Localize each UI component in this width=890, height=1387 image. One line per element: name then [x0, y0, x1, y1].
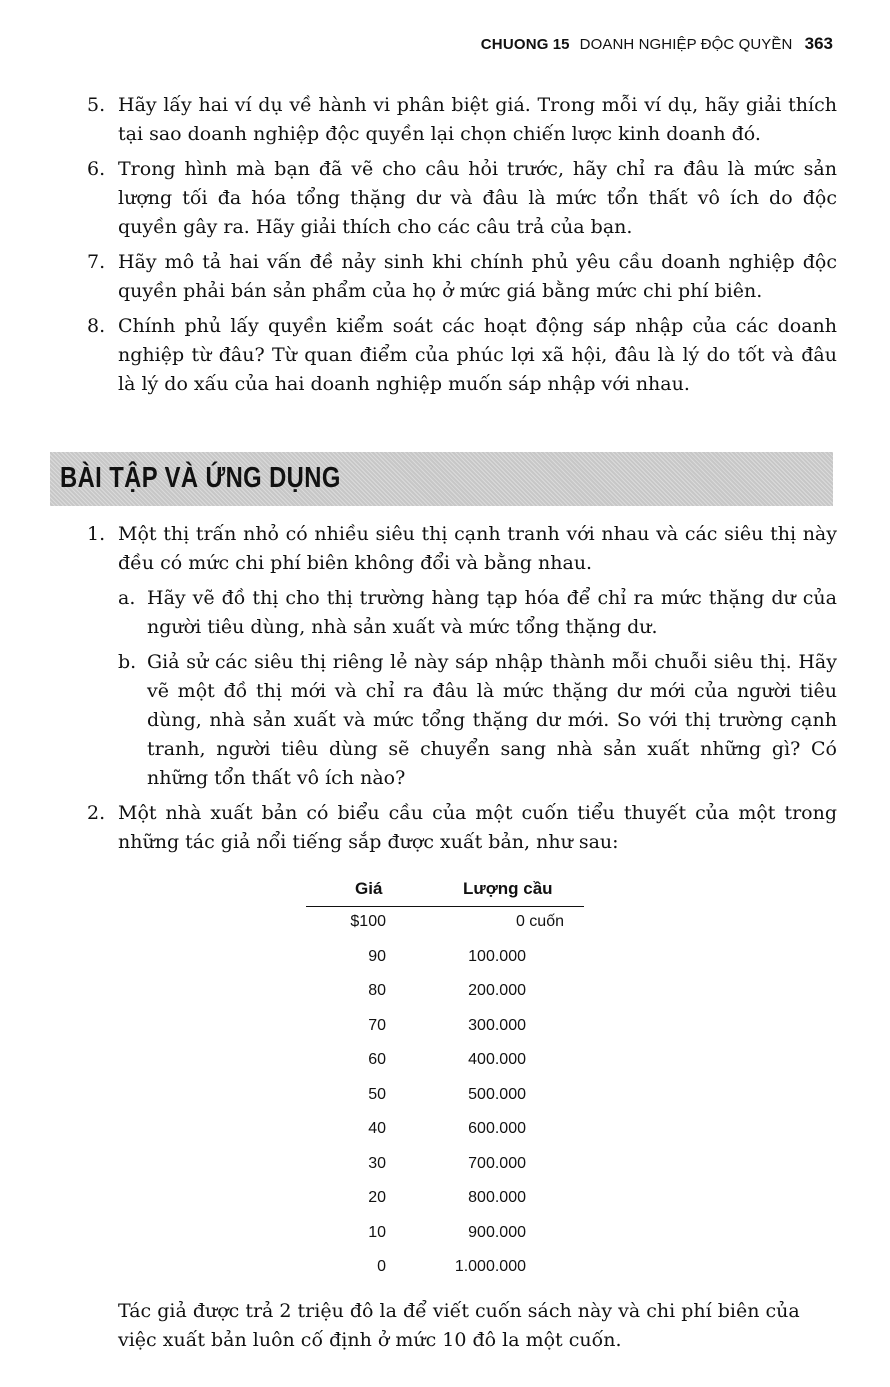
- price-cell: 90: [368, 947, 386, 965]
- price-cell: 40: [368, 1120, 386, 1137]
- exercise-1b: [118, 648, 837, 793]
- running-header: [481, 34, 833, 54]
- price-cell: 70: [368, 1016, 386, 1034]
- closing-paragraph: Tác giả được trả 2 triệu đô la để viết cuốn sách này và chi phí biên của việc xuất bản luôn cố định ở mức 10 đô la một cuốn.: [118, 1300, 800, 1351]
- price-cell: $100: [350, 913, 386, 930]
- chapter-title: DOANH NGHIỆP ĐỘC QUYỀN: [579, 36, 793, 53]
- question-7: [87, 248, 837, 306]
- question-8: [87, 312, 837, 399]
- price-cell: 60: [368, 1051, 386, 1068]
- price-cell: 20: [368, 1189, 386, 1206]
- quantity-cell: 1.000.000: [454, 1258, 526, 1275]
- exercise-number: 1.: [87, 523, 106, 545]
- question-5: [87, 91, 837, 149]
- table-row: [306, 1011, 584, 1046]
- quantity-cell: 600.000: [468, 1120, 526, 1137]
- price-cell: 0: [377, 1258, 386, 1275]
- quantity-cell: 200.000: [468, 982, 526, 999]
- subpart-letter: a.: [118, 587, 136, 609]
- quantity-cell: 700.000: [468, 1154, 526, 1172]
- subpart-text: Hãy vẽ đồ thị cho thị trường hàng tạp hóa để chỉ ra mức thặng dư của người tiêu dùng, nhà sản xuất và mức tổng thặng dư.: [147, 587, 837, 638]
- quantity-cell: 500.000: [468, 1085, 526, 1103]
- question-6: [87, 155, 837, 242]
- quantity-cell: 900.000: [468, 1223, 526, 1241]
- price-cell: 50: [368, 1085, 386, 1103]
- table-row: [306, 1218, 584, 1253]
- question-text: Chính phủ lấy quyền kiểm soát các hoạt động sáp nhập của các doanh nghiệp từ đâu? Từ quan điểm của phúc lợi xã hội, đâu là lý do tốt và đâu là lý do xấu của hai doanh nghiệp muốn sáp nhập với nhau.: [118, 315, 837, 395]
- demand-schedule-table: [306, 875, 584, 1287]
- exercise-1a: [118, 584, 837, 642]
- price-cell: 80: [368, 982, 386, 999]
- question-text: Hãy lấy hai ví dụ về hành vi phân biệt giá. Trong mỗi ví dụ, hãy giải thích tại sao doanh nghiệp độc quyền lại chọn chiến lược kinh doanh đó.: [118, 94, 837, 145]
- question-number: 8.: [87, 315, 106, 337]
- exercise-text: Một nhà xuất bản có biểu cầu của một cuốn tiểu thuyết của một trong những tác giả nổi tiếng sắp được xuất bản, như sau:: [118, 802, 837, 853]
- page-number: 363: [804, 34, 833, 53]
- quantity-cell: 300.000: [468, 1016, 526, 1034]
- subpart-letter: b.: [118, 651, 137, 673]
- question-number: 7.: [87, 251, 106, 273]
- table-row: [306, 942, 584, 977]
- quantity-cell: 400.000: [468, 1051, 526, 1068]
- quantity-column-header: Lượng cầu: [463, 879, 553, 898]
- table-row: [306, 1183, 584, 1218]
- review-questions-list: [87, 91, 837, 405]
- exercise-number: 2.: [87, 802, 106, 824]
- question-text: Trong hình mà bạn đã vẽ cho câu hỏi trước, hãy chỉ ra đâu là mức sản lượng tối đa hóa tổng thặng dư và đâu là mức tổn thất vô ích do độc quyền gây ra. Hãy giải thích cho các câu trả của bạn.: [118, 158, 837, 238]
- table-row: [306, 1114, 584, 1149]
- table-row: [306, 1080, 584, 1115]
- chapter-number: 15: [552, 36, 570, 53]
- table-row: [306, 976, 584, 1011]
- table-body: [306, 907, 584, 1287]
- section-title: BÀI TẬP VÀ ỨNG DỤNG: [60, 462, 341, 494]
- price-column-header: Giá: [355, 879, 383, 898]
- chapter-label: CHUONG: [480, 36, 549, 53]
- exercise-text: Một thị trấn nhỏ có nhiều siêu thị cạnh tranh với nhau và các siêu thị này đều có mức chi phí biên không đổi và bằng nhau.: [118, 523, 837, 574]
- exercise-1: [87, 520, 837, 793]
- table-row: [306, 1045, 584, 1080]
- question-number: 6.: [87, 158, 106, 180]
- table-row: [306, 1149, 584, 1184]
- table-header: [306, 875, 584, 907]
- quantity-cell: 800.000: [468, 1189, 526, 1206]
- quantity-cell: 100.000: [468, 947, 526, 965]
- quantity-cell: 0 cuốn: [515, 913, 564, 930]
- exercise-2: [87, 799, 837, 857]
- table-row: [306, 907, 584, 942]
- exercises-list: [87, 520, 837, 863]
- table-row: [306, 1252, 584, 1287]
- question-number: 5.: [87, 94, 106, 116]
- price-cell: 10: [368, 1223, 386, 1241]
- subpart-text: Giả sử các siêu thị riêng lẻ này sáp nhập thành mỗi chuỗi siêu thị. Hãy vẽ một đồ thị mới và chỉ ra đâu là mức thặng dư mới của người tiêu dùng, nhà sản xuất và mức tổng thặng dư mới. So với thị trường cạnh tranh, người tiêu dùng sẽ chuyển sang nhà sản xuất những gì? Có những tổn thất vô ích nào?: [147, 651, 837, 789]
- section-banner: [50, 452, 833, 506]
- question-text: Hãy mô tả hai vấn đề nảy sinh khi chính phủ yêu cầu doanh nghiệp độc quyền phải bán sản phẩm của họ ở mức giá bằng mức chi phí biên.: [118, 251, 837, 302]
- price-cell: 30: [368, 1154, 386, 1172]
